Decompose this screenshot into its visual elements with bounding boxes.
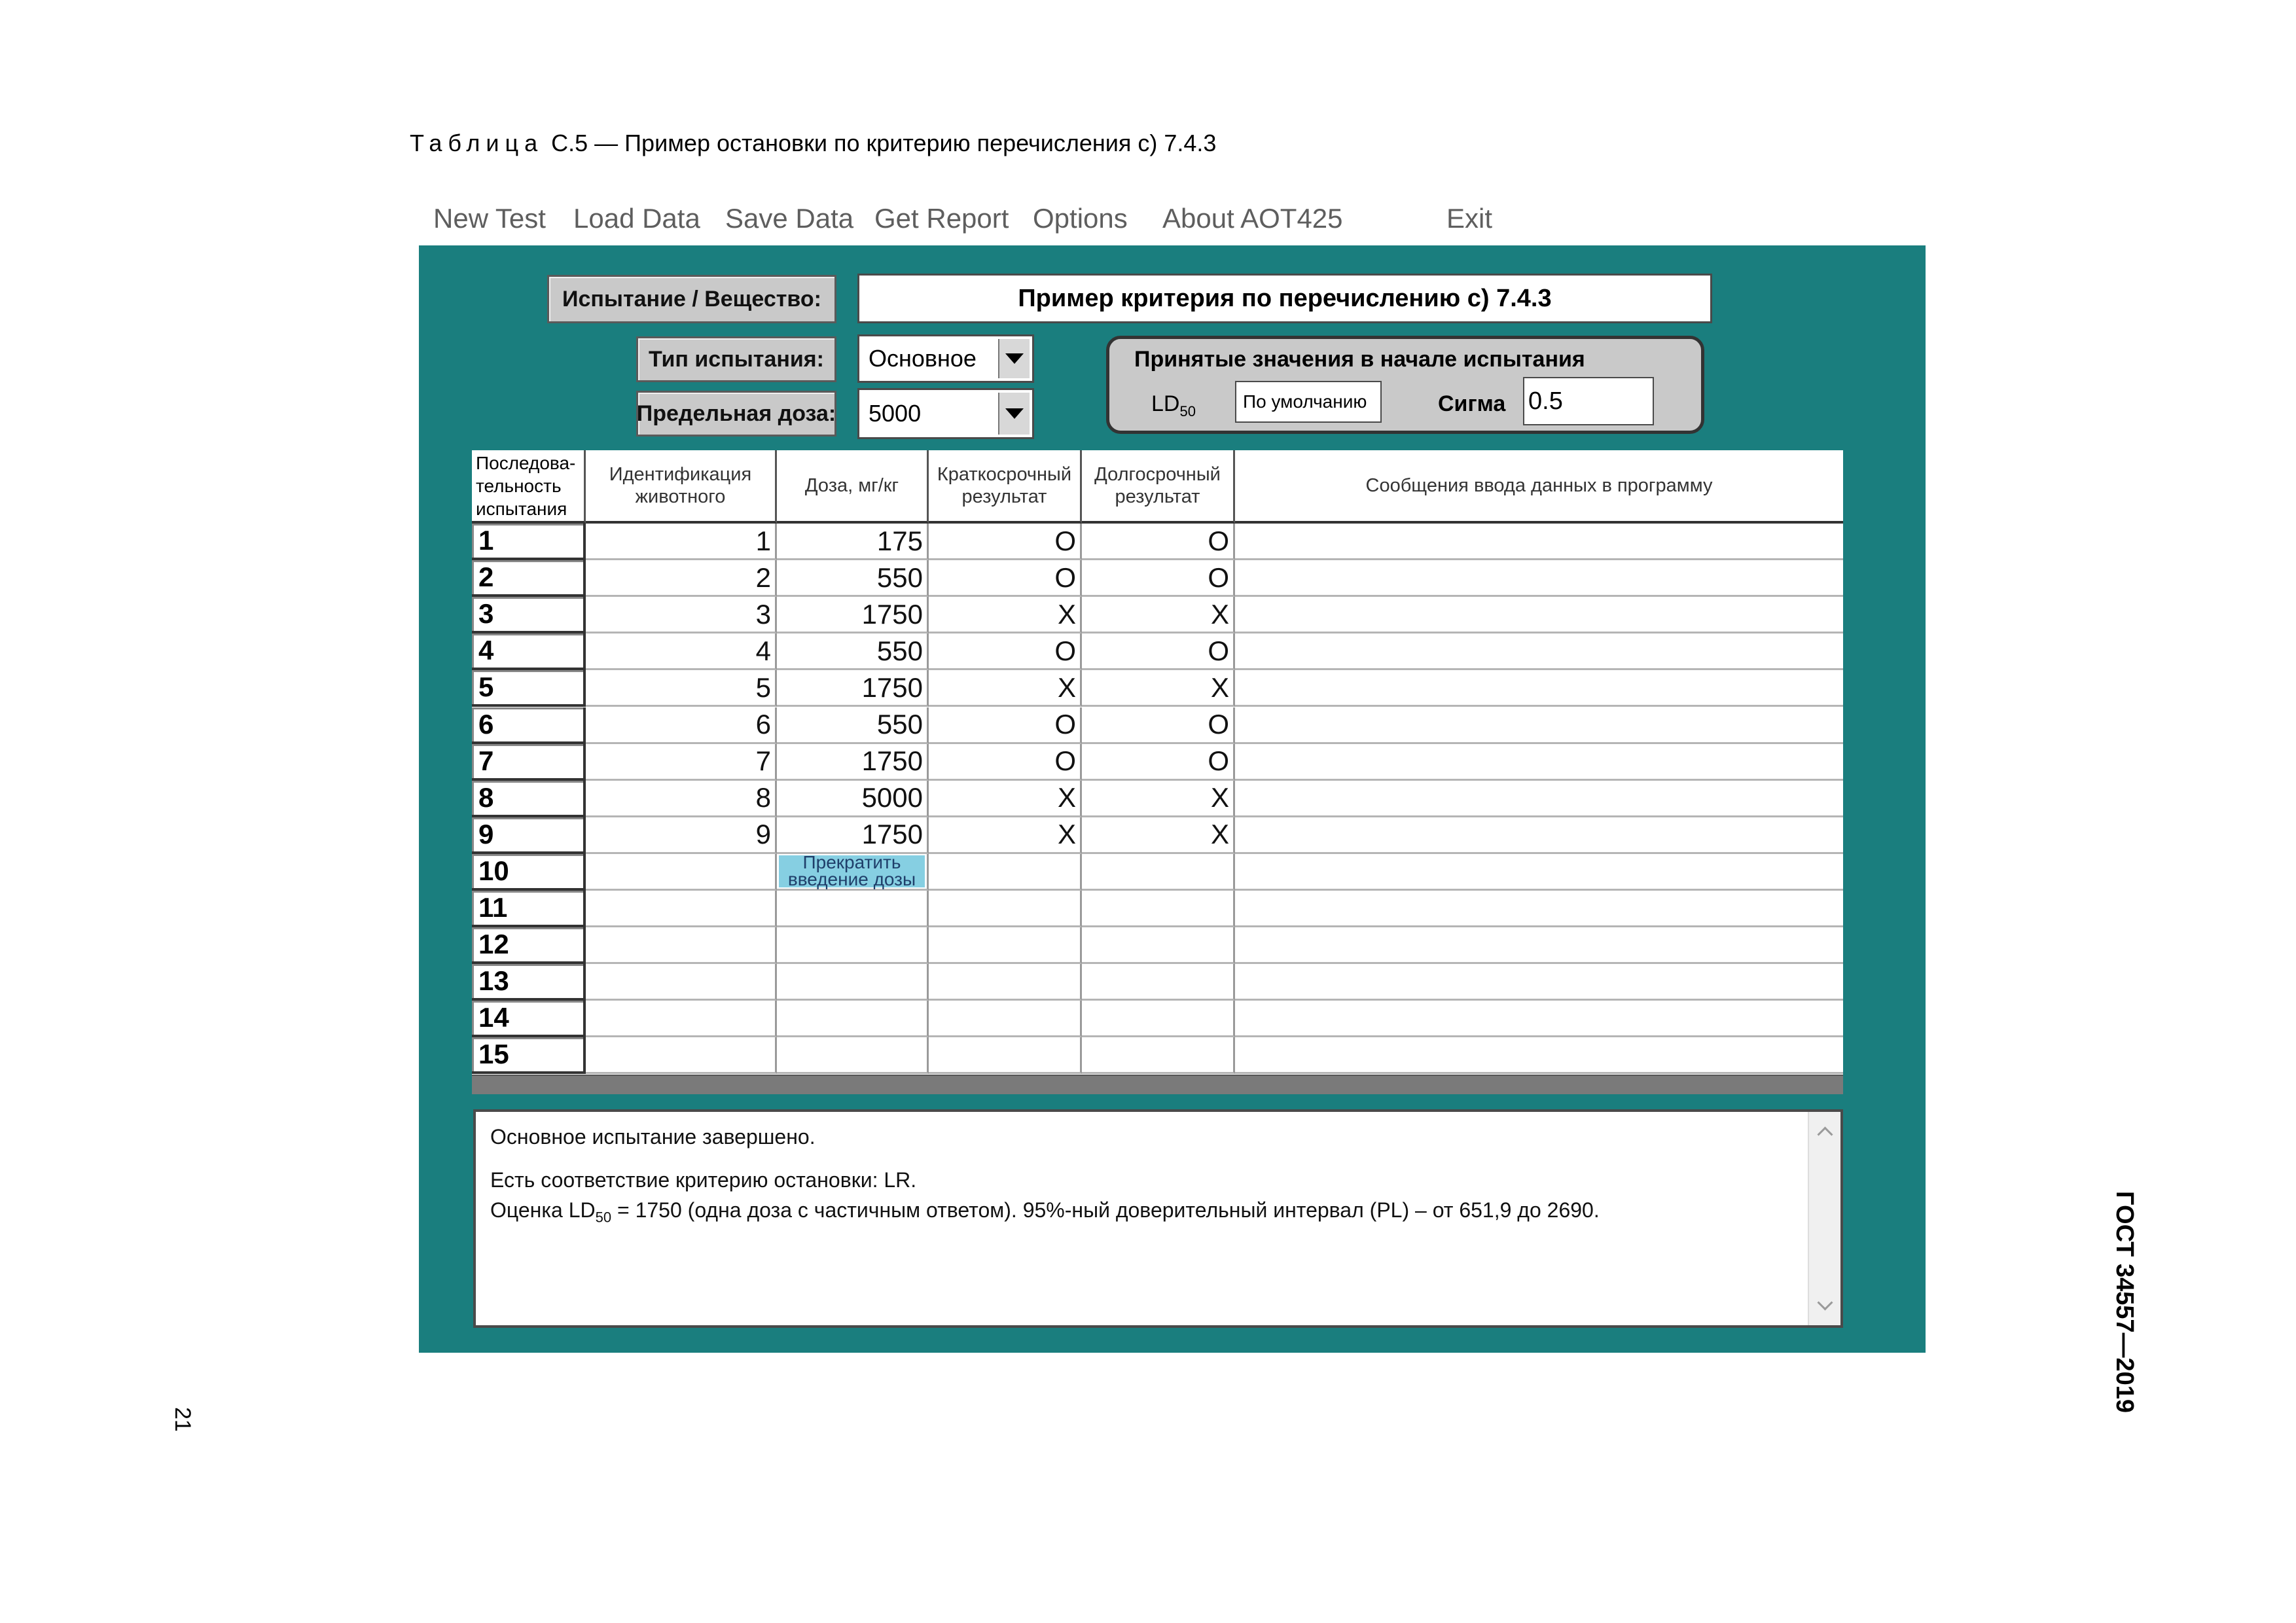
message-line-2: Есть соответствие критерию остановки: LR.: [490, 1168, 917, 1192]
dose-cell[interactable]: 5000: [777, 781, 929, 817]
message-cell[interactable]: [1235, 744, 1843, 781]
test-type-value: Основное: [869, 345, 977, 372]
long-term-cell[interactable]: [1082, 1001, 1235, 1037]
menu-save-data[interactable]: Save Data: [725, 203, 854, 234]
sequence-cell[interactable]: 14: [472, 1001, 586, 1037]
short-term-cell[interactable]: O: [929, 524, 1082, 560]
message-line-1: Основное испытание завершено.: [490, 1125, 816, 1149]
table-row: [472, 670, 1843, 707]
animal-id-cell[interactable]: 5: [586, 670, 777, 707]
header-dose: Доза, мг/кг: [777, 450, 929, 524]
animal-id-cell[interactable]: [586, 1001, 777, 1037]
table-row: [472, 1037, 1843, 1074]
vertical-scrollbar[interactable]: [1808, 1112, 1840, 1325]
header-sequence: Последова-тельность испытания: [472, 450, 586, 524]
message-box: [473, 1109, 1843, 1328]
short-term-cell[interactable]: [929, 964, 1082, 1001]
stop-dosing-badge: Прекратить введение дозы: [779, 855, 925, 887]
message-cell[interactable]: [1235, 524, 1843, 560]
short-term-cell[interactable]: [929, 854, 1082, 891]
caption-text: С.5 — Пример остановки по критерию перечисления с) 7.4.3: [551, 130, 1217, 156]
sequence-cell[interactable]: 13: [472, 964, 586, 1001]
animal-id-cell[interactable]: 9: [586, 817, 777, 854]
dose-cell[interactable]: 550: [777, 707, 929, 744]
long-term-cell[interactable]: O: [1082, 707, 1235, 744]
test-type-select[interactable]: [857, 334, 1034, 383]
test-substance-label: Испытание / Вещество:: [547, 275, 836, 323]
long-term-cell[interactable]: O: [1082, 524, 1235, 560]
ld50-label: [1151, 391, 1196, 420]
message-cell[interactable]: [1235, 927, 1843, 964]
message-cell[interactable]: [1235, 854, 1843, 891]
chevron-down-icon[interactable]: [998, 393, 1030, 435]
table-row: [472, 560, 1843, 597]
short-term-cell[interactable]: X: [929, 817, 1082, 854]
message-cell[interactable]: [1235, 633, 1843, 670]
message-cell[interactable]: [1235, 1037, 1843, 1074]
message-cell[interactable]: [1235, 781, 1843, 817]
standard-number: ГОСТ 34557—2019: [2111, 1191, 2138, 1414]
sequence-cell[interactable]: 8: [472, 781, 586, 817]
dose-cell[interactable]: [777, 854, 929, 891]
short-term-cell[interactable]: [929, 927, 1082, 964]
limit-dose-select[interactable]: [857, 388, 1034, 439]
chevron-down-icon[interactable]: [998, 339, 1030, 378]
long-term-cell[interactable]: [1082, 891, 1235, 927]
animal-id-cell[interactable]: [586, 964, 777, 1001]
short-term-cell[interactable]: O: [929, 707, 1082, 744]
table-row: [472, 854, 1843, 891]
sequence-cell[interactable]: 6: [472, 707, 586, 744]
long-term-cell[interactable]: X: [1082, 597, 1235, 633]
table-row: [472, 633, 1843, 670]
long-term-cell[interactable]: [1082, 964, 1235, 1001]
animal-id-cell[interactable]: 6: [586, 707, 777, 744]
dose-cell[interactable]: [777, 1001, 929, 1037]
message-line-3-post: = 1750 (одна доза с частичным ответом). 95%-ный доверительный интервал (PL) – от 651,9 до 2690.: [611, 1198, 1600, 1222]
menu-exit[interactable]: Exit: [1446, 203, 1493, 234]
menu-get-report[interactable]: Get Report: [874, 203, 1009, 234]
short-term-cell[interactable]: O: [929, 633, 1082, 670]
short-term-cell[interactable]: X: [929, 597, 1082, 633]
dose-cell[interactable]: [777, 964, 929, 1001]
ld50-label-sub: 50: [1179, 402, 1196, 419]
message-line-3: [490, 1198, 1600, 1226]
table-row: [472, 707, 1843, 744]
table-row: [472, 927, 1843, 964]
long-term-cell[interactable]: O: [1082, 633, 1235, 670]
sequence-cell[interactable]: 11: [472, 891, 586, 927]
limit-dose-label: Предельная доза:: [636, 391, 836, 437]
short-term-cell[interactable]: [929, 1001, 1082, 1037]
animal-id-cell[interactable]: 4: [586, 633, 777, 670]
dose-cell[interactable]: 1750: [777, 744, 929, 781]
message-cell[interactable]: [1235, 817, 1843, 854]
message-cell[interactable]: [1235, 1001, 1843, 1037]
animal-id-cell[interactable]: 1: [586, 524, 777, 560]
ld50-label-text: LD: [1151, 391, 1180, 416]
long-term-cell[interactable]: O: [1082, 560, 1235, 597]
header-long-term: Долгосрочный результат: [1082, 450, 1235, 524]
sequence-cell[interactable]: 10: [472, 854, 586, 891]
sigma-label: Сигма: [1438, 391, 1506, 416]
short-term-cell[interactable]: O: [929, 744, 1082, 781]
table-row: [472, 597, 1843, 633]
header-short-term: Краткосрочный результат: [929, 450, 1082, 524]
caption-label: Таблица: [410, 130, 544, 156]
table-row: [472, 817, 1843, 854]
animal-id-cell[interactable]: [586, 1037, 777, 1074]
short-term-cell[interactable]: [929, 1037, 1082, 1074]
table-caption: [410, 130, 1216, 157]
menu-new-test[interactable]: New Test: [433, 203, 546, 234]
data-grid: [472, 450, 1843, 1075]
assumed-values-title: Принятые значения в начале испытания: [1134, 347, 1585, 372]
sequence-cell[interactable]: 15: [472, 1037, 586, 1074]
short-term-cell[interactable]: X: [929, 781, 1082, 817]
sequence-cell[interactable]: 1: [472, 524, 586, 560]
sigma-field[interactable]: 0.5: [1523, 377, 1654, 425]
sequence-cell[interactable]: 3: [472, 597, 586, 633]
message-cell[interactable]: [1235, 670, 1843, 707]
animal-id-cell[interactable]: 8: [586, 781, 777, 817]
dose-cell[interactable]: [777, 1037, 929, 1074]
animal-id-cell[interactable]: 7: [586, 744, 777, 781]
page-number: 21: [170, 1407, 195, 1432]
horizontal-scrollbar[interactable]: [472, 1075, 1843, 1094]
dose-cell[interactable]: 1750: [777, 670, 929, 707]
scroll-up-icon[interactable]: [1817, 1126, 1833, 1142]
message-cell[interactable]: [1235, 560, 1843, 597]
message-cell[interactable]: [1235, 891, 1843, 927]
test-type-label: Тип испытания:: [636, 336, 836, 382]
long-term-cell[interactable]: X: [1082, 781, 1235, 817]
dose-cell[interactable]: [777, 891, 929, 927]
table-row: [472, 781, 1843, 817]
test-substance-field[interactable]: Пример критерия по перечислению с) 7.4.3: [857, 274, 1712, 323]
table-row: [472, 964, 1843, 1001]
menu-bar: [433, 203, 1559, 240]
animal-id-cell[interactable]: [586, 854, 777, 891]
animal-id-cell[interactable]: 3: [586, 597, 777, 633]
header-messages: Сообщения ввода данных в программу: [1235, 450, 1843, 524]
dose-cell[interactable]: 550: [777, 560, 929, 597]
menu-load-data[interactable]: Load Data: [573, 203, 700, 234]
message-cell[interactable]: [1235, 964, 1843, 1001]
table-row: [472, 744, 1843, 781]
dose-cell[interactable]: 1750: [777, 817, 929, 854]
short-term-cell[interactable]: X: [929, 670, 1082, 707]
table-row: [472, 1001, 1843, 1037]
sequence-cell[interactable]: 9: [472, 817, 586, 854]
sequence-cell[interactable]: 12: [472, 927, 586, 964]
sequence-cell[interactable]: 2: [472, 560, 586, 597]
long-term-cell[interactable]: [1082, 854, 1235, 891]
message-line-3-sub: 50: [595, 1209, 612, 1226]
dose-cell[interactable]: 175: [777, 524, 929, 560]
short-term-cell[interactable]: O: [929, 560, 1082, 597]
long-term-cell[interactable]: X: [1082, 817, 1235, 854]
scroll-down-icon[interactable]: [1817, 1294, 1833, 1310]
limit-dose-value: 5000: [869, 400, 922, 427]
menu-options[interactable]: Options: [1033, 203, 1128, 234]
sequence-cell[interactable]: 4: [472, 633, 586, 670]
table-row: [472, 524, 1843, 560]
short-term-cell[interactable]: [929, 891, 1082, 927]
message-cell[interactable]: [1235, 597, 1843, 633]
animal-id-cell[interactable]: [586, 927, 777, 964]
long-term-cell[interactable]: O: [1082, 744, 1235, 781]
sequence-cell[interactable]: 7: [472, 744, 586, 781]
sequence-cell[interactable]: 5: [472, 670, 586, 707]
table-row: [472, 891, 1843, 927]
long-term-cell[interactable]: X: [1082, 670, 1235, 707]
animal-id-cell[interactable]: 2: [586, 560, 777, 597]
dose-cell[interactable]: 550: [777, 633, 929, 670]
menu-about[interactable]: About AOT425: [1162, 203, 1343, 234]
header-animal-id: Идентификация животного: [586, 450, 777, 524]
ld50-field[interactable]: По умолчанию: [1235, 381, 1382, 423]
dose-cell[interactable]: 1750: [777, 597, 929, 633]
long-term-cell[interactable]: [1082, 927, 1235, 964]
message-cell[interactable]: [1235, 707, 1843, 744]
long-term-cell[interactable]: [1082, 1037, 1235, 1074]
dose-cell[interactable]: [777, 927, 929, 964]
assumed-values-group: [1106, 336, 1704, 434]
animal-id-cell[interactable]: [586, 891, 777, 927]
message-line-3-pre: Оценка LD: [490, 1198, 596, 1222]
app-window: [419, 245, 1926, 1353]
